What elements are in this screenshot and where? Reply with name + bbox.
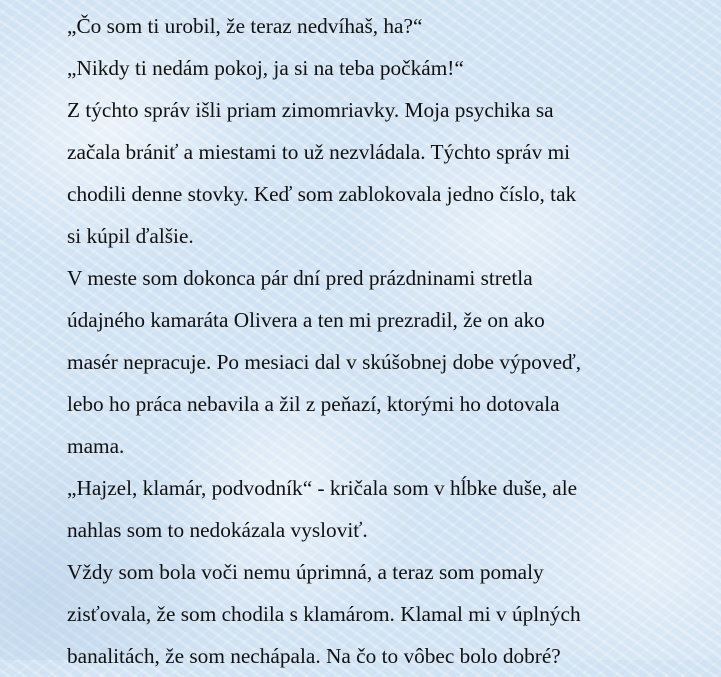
text-line: začala brániť a miestami to už nezvládala. Týchto správ mi — [67, 140, 571, 164]
text-line: V meste som dokonca pár dní pred prázdninami stretla — [67, 266, 533, 290]
text-line: si kúpil ďalšie. — [67, 224, 194, 248]
text-line: banalitách, že som nechápala. Na čo to vôbec bolo dobré? — [67, 644, 561, 668]
text-line: Vždy som bola voči nemu úprimná, a teraz som pomaly — [67, 560, 544, 584]
text-line: „Nikdy ti nedám pokoj, ja si na teba počkám!“ — [67, 56, 464, 80]
text-line: Z týchto správ išli priam zimomriavky. Moja psychika sa — [67, 98, 554, 122]
text-line: „Hajzel, klamár, podvodník“ - kričala som v hĺbke duše, ale — [67, 476, 578, 500]
text-line: lebo ho práca nebavila a žil z peňazí, ktorými ho dotovala — [67, 392, 560, 416]
text-line: masér nepracuje. Po mesiaci dal v skúšobnej dobe výpoveď, — [67, 350, 582, 374]
text-line: údajného kamaráta Olivera a ten mi prezradil, že on ako — [67, 308, 545, 332]
text-line: chodili denne stovky. Keď som zablokovala jedno číslo, tak — [67, 182, 577, 206]
text-line: mama. — [67, 434, 125, 458]
text-line: nahlas som to nedokázala vysloviť. — [67, 518, 368, 542]
text-line: zisťovala, že som chodila s klamárom. Klamal mi v úplných — [67, 602, 581, 626]
text-line: „Čo som ti urobil, že teraz nedvíhaš, ha?“ — [67, 14, 423, 38]
document-page — [67, 5, 707, 677]
